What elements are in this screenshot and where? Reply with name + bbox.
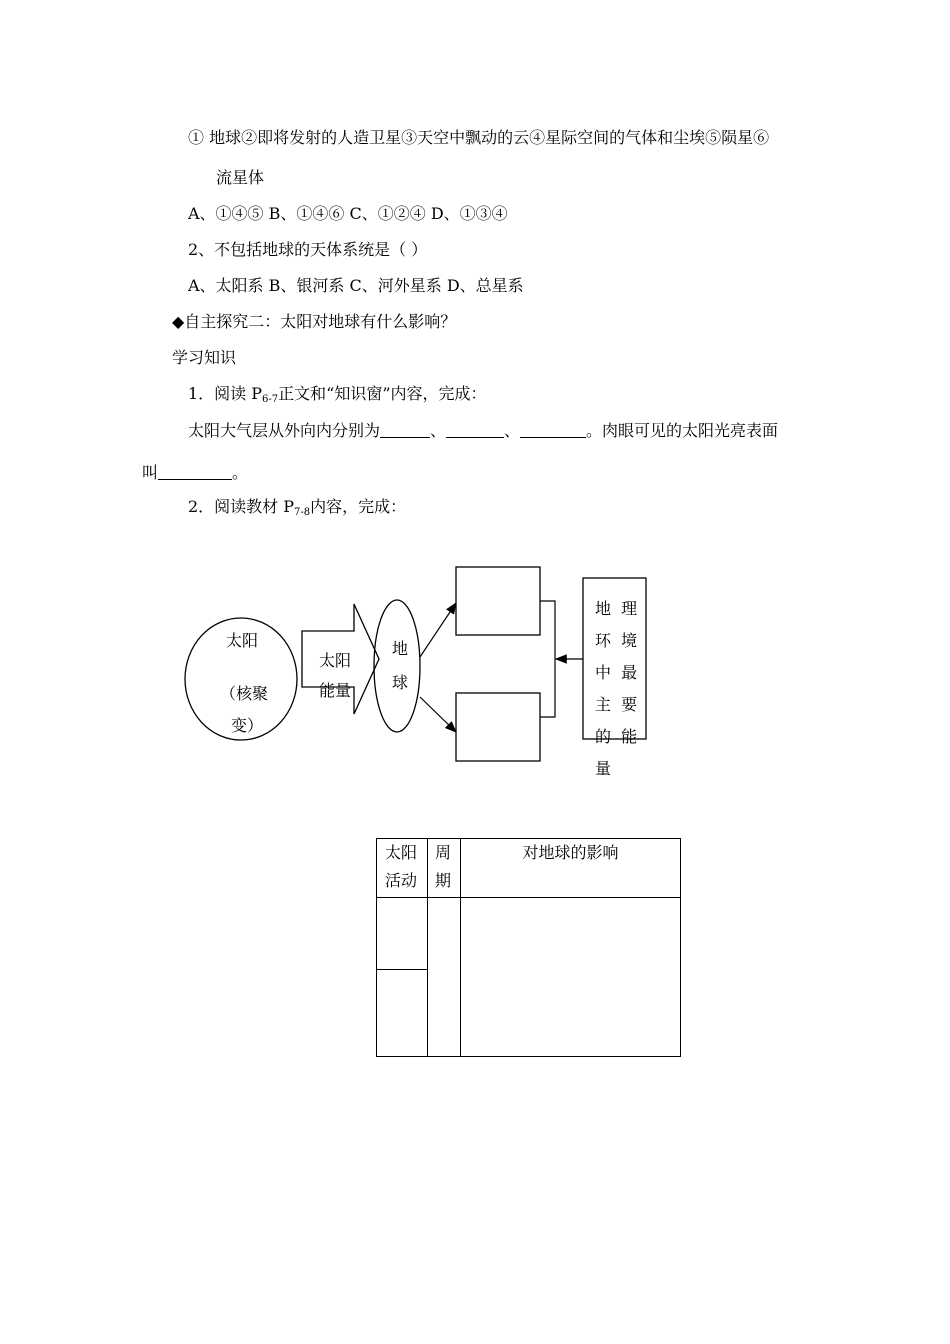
header-col2-line2: 期 <box>435 871 452 890</box>
right-box-line-4: 主 要 <box>595 695 638 714</box>
sun-sub-1: （核聚 <box>220 684 269 703</box>
task2-page-range: 7-8 <box>294 507 311 518</box>
header-impact <box>461 839 681 898</box>
arrow-label-1: 太阳 <box>319 651 352 670</box>
sun-earth-diagram <box>0 560 950 820</box>
task1-fill-line <box>188 421 778 441</box>
arrow-to-bottom-box <box>420 697 456 732</box>
earth-label-2: 球 <box>392 673 409 692</box>
solar-activity-table <box>376 838 681 1057</box>
cell-period-merged[interactable] <box>428 898 461 1057</box>
arrow-to-top-box <box>420 603 456 657</box>
q2-stem: 2、不包括地球的天体系统是（ ） <box>188 240 428 259</box>
blank-4[interactable] <box>158 463 232 480</box>
task1-prefix: 1．阅读 P <box>188 384 263 403</box>
cell-impact-merged[interactable] <box>461 898 681 1057</box>
task2-instruction <box>188 497 406 523</box>
blank-1[interactable] <box>380 421 430 438</box>
sep-1: 、 <box>430 421 447 440</box>
task1-fill-text-b: 。肉眼可见的太阳光亮表面 <box>586 421 779 440</box>
task2-prefix: 2．阅读教材 P <box>188 497 295 516</box>
task1-fill-text-d: 。 <box>232 463 249 482</box>
header-col3: 对地球的影响 <box>522 843 619 862</box>
blank-3[interactable] <box>520 421 586 438</box>
table-header-row <box>377 839 681 898</box>
sun-sub-2: 变） <box>231 716 264 735</box>
earth-ellipse <box>374 600 420 732</box>
right-box-line-6: 量 <box>595 759 612 778</box>
sun-label: 太阳 <box>226 631 259 650</box>
table-row <box>377 898 681 970</box>
q1-items-line1: ① 地球②即将发射的人造卫星③天空中飘动的云④星际空间的气体和尘埃⑤陨星⑥ <box>188 128 770 147</box>
header-col1-line1: 太阳 <box>385 843 418 862</box>
q1-options: A、①④⑤ B、①④⑥ C、①②④ D、①③④ <box>188 204 508 223</box>
right-box-line-3: 中 最 <box>595 663 638 682</box>
task1-fill-text-c: 叫 <box>142 463 159 482</box>
earth-label-1: 地 <box>392 639 409 658</box>
header-col1-line2: 活动 <box>385 871 418 890</box>
task1-instruction <box>188 384 487 410</box>
q2-options: A、太阳系 B、银河系 C、河外星系 D、总星系 <box>188 276 524 295</box>
bottom-answer-box[interactable] <box>456 693 540 761</box>
top-answer-box[interactable] <box>456 567 540 635</box>
task1-fill-line2 <box>142 463 248 483</box>
header-period <box>428 839 461 898</box>
blank-2[interactable] <box>446 421 504 438</box>
bracket-connector <box>540 601 555 717</box>
task1-page-range: 6-7 <box>262 394 279 405</box>
section-subheading: 学习知识 <box>172 348 237 367</box>
right-box-line-2: 环 境 <box>595 631 638 650</box>
sep-2: 、 <box>504 421 521 440</box>
cell-activity-1[interactable] <box>377 898 428 970</box>
task1-fill-text-a: 太阳大气层从外向内分别为 <box>188 421 381 440</box>
q1-items-line2: 流星体 <box>216 168 265 187</box>
right-box-line-1: 地 理 <box>595 599 638 618</box>
arrow-label-2: 能量 <box>319 681 352 700</box>
task2-suffix: 内容，完成： <box>310 497 407 516</box>
section-heading: ◆自主探究二：太阳对地球有什么影响？ <box>172 312 457 331</box>
cell-activity-2[interactable] <box>377 970 428 1057</box>
right-box-line-5: 的 能 <box>595 727 638 746</box>
header-col2-line1: 周 <box>435 843 452 862</box>
task1-suffix: 正文和“知识窗”内容，完成： <box>278 384 487 403</box>
header-solar-activity <box>377 839 428 898</box>
